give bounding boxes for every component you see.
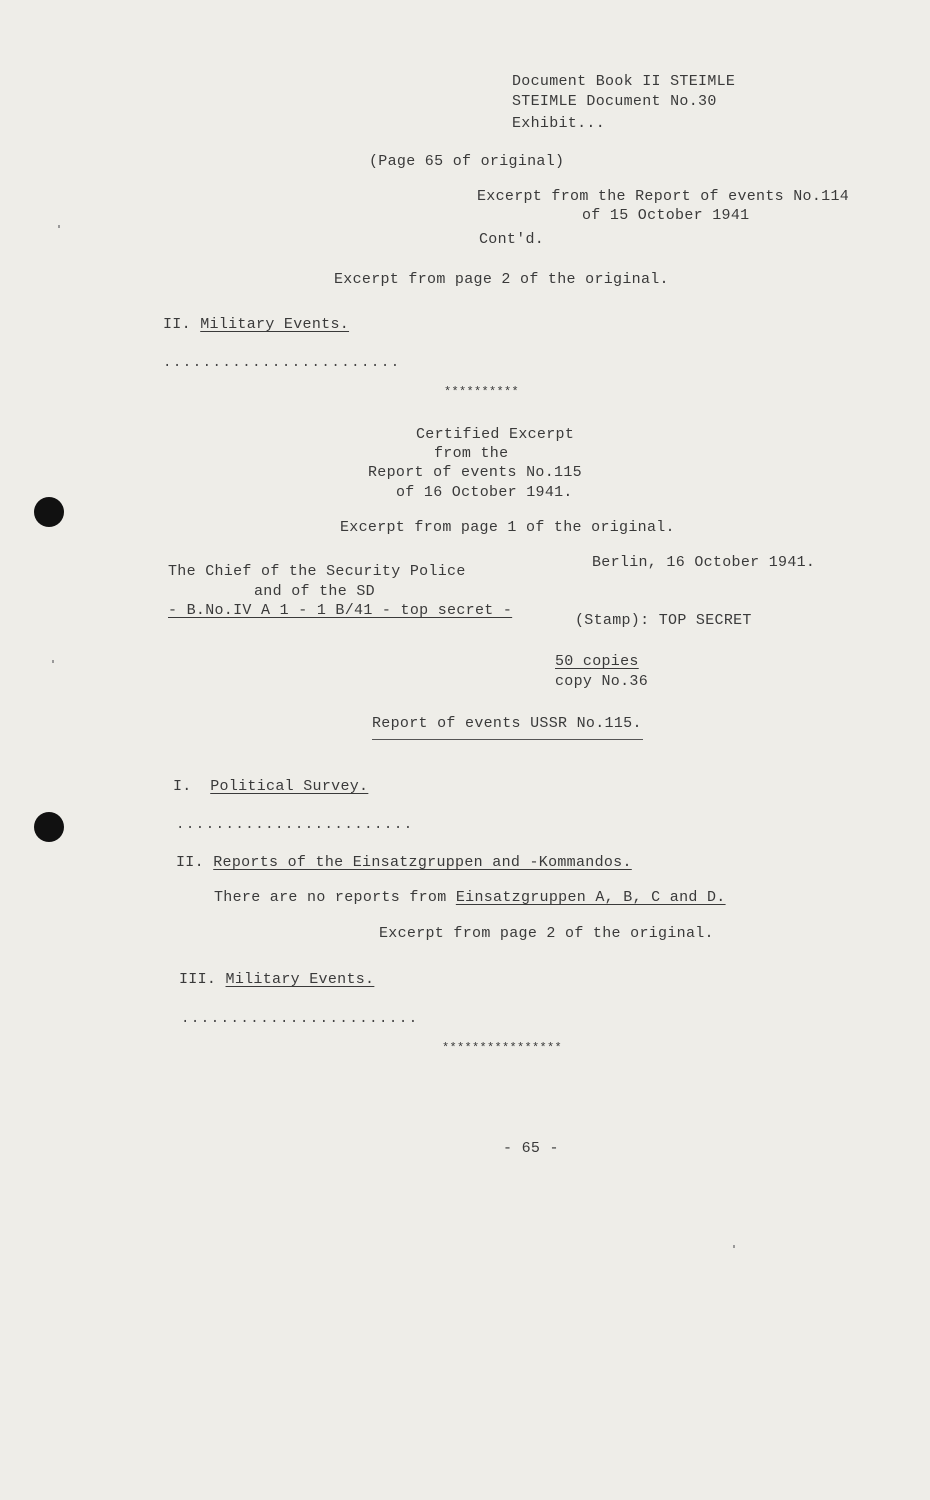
file-reference: - B.No.IV A 1 - 1 B/41 - top secret - [168,602,513,619]
punch-hole [34,497,64,527]
paper-speck [58,225,60,228]
omission-dots: ........................ [163,355,401,371]
copy-number: copy No.36 [555,673,649,690]
report-title: Report of events USSR No.115. [372,715,642,732]
omission-dots: ........................ [181,1011,419,1027]
report-114-date: of 15 October 1941 [582,207,750,224]
title-underline [372,739,643,740]
excerpt-note: Excerpt from page 2 of the original. [379,925,714,942]
section-heading [179,970,374,990]
continued-label: Cont'd. [479,231,545,248]
section-heading [163,315,349,335]
report-114-title: Excerpt from the Report of events No.114 [477,188,850,205]
section-number: I. [173,778,192,795]
certified-title: Certified Excerpt [416,426,575,443]
omission-dots: ........................ [176,817,414,833]
statement-text: There are no reports from [214,889,456,906]
paper-speck [52,660,54,663]
page-number: - 65 - [503,1140,559,1157]
classification-stamp: (Stamp): TOP SECRET [575,612,752,629]
certified-from: from the [434,445,509,462]
section-heading [176,853,632,873]
place-date: Berlin, 16 October 1941. [592,554,816,571]
section-title: Military Events. [200,316,350,333]
certified-report: Report of events No.115 [368,464,582,481]
header-exhibit: Exhibit... [512,115,606,132]
sender-office-sd: and of the SD [254,583,375,600]
section-title: Political Survey. [210,778,369,795]
no-reports-statement [214,888,726,908]
excerpt-note: Excerpt from page 2 of the original. [334,271,669,288]
section-number: II. [163,316,191,333]
separator-stars: **************** [442,1041,563,1055]
sender-office: The Chief of the Security Police [168,563,466,580]
punch-hole [34,812,64,842]
section-number: III. [179,971,217,988]
statement-groups: Einsatzgruppen A, B, C and D. [455,889,726,906]
section-number: II. [176,854,204,871]
copies-count: 50 copies [555,653,639,670]
excerpt-note: Excerpt from page 1 of the original. [340,519,675,536]
section-heading [173,777,368,797]
certified-date: of 16 October 1941. [396,484,573,501]
page-reference: (Page 65 of original) [369,153,565,170]
header-doc-number: STEIMLE Document No.30 [512,93,717,110]
header-doc-book: Document Book II STEIMLE [512,73,736,90]
separator-stars: ********** [444,385,520,399]
section-title: Military Events. [225,971,375,988]
section-title: Reports of the Einsatzgruppen and -Kommandos. [213,854,632,871]
paper-speck [733,1245,735,1248]
